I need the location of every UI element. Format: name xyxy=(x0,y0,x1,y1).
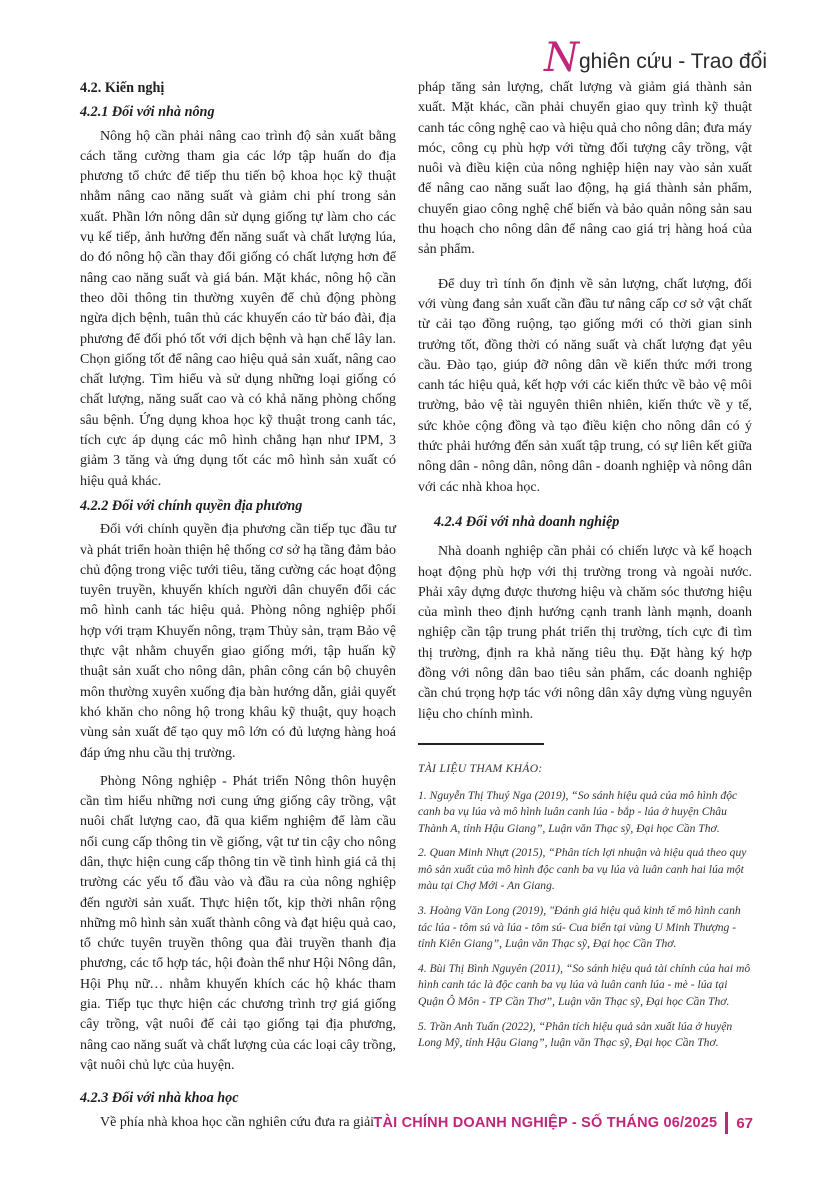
subheading-farmers: 4.2.1 Đối với nhà nông xyxy=(80,104,215,121)
left-column xyxy=(80,78,396,1133)
references xyxy=(418,761,752,1052)
reference-item: 5. Trần Anh Tuấn (2022), “Phân tích hiệu quả sản xuất lúa ở huyện Long Mỹ, tỉnh Hậu Giang”, luận văn Thạc sỹ, Đại học Cần Thơ. xyxy=(418,1019,733,1050)
paragraph-scientists-cont: pháp tăng sản lượng, chất lượng và giảm giá thành sản xuất. Mặt khác, cần phải chuyển giao quy trình kỹ thuật canh tác công nghệ cao và hiệu quả cho nông dân; đưa máy móc, công cụ phù hợp với từng đối tượng cây trồng, vật nuôi và điều kiện của nông nghiệp hiện nay vào sản xuất để nâng cao năng suất lao động, hạ giá thành sản phẩm, chuyển giao công nghệ chế biến và bảo quản nông sản sau thu hoạch cho nông dân để nâng cao giá trị hàng hoá của sản phẩm. xyxy=(418,80,752,258)
paragraph-scientists-2: Để duy trì tính ổn định về sản lượng, chất lượng, đối với vùng đang sản xuất cần đầu tư nâng cấp cơ sở vật chất từ cải tạo đồng ruộng, tạo giống mới có thời gian sinh trưởng tốt, đồng thời có năng suất và chất lượng đạt yêu cầu. Đào tạo, giúp đỡ nông dân về kiến thức mới trong canh tác hiệu quả, kết hợp với các kiến thức về bảo vệ môi trường, bảo vệ tài nguyên thiên nhiên, kiến thức về y tế, sức khỏe cộng đồng và tạo điều kiện cho nông dân có ý thức phải hướng đến sản xuất tập trung, có sự liên kết giữa nông dân - nông dân, nông dân - doanh nghiệp và nông dân với các nhà khoa học. xyxy=(418,276,752,495)
section-initial: N xyxy=(544,35,579,81)
subheading-local-government: 4.2.2 Đối với chính quyền địa phương xyxy=(80,497,303,514)
heading-recommendations: 4.2. Kiến nghị xyxy=(80,80,165,96)
right-column xyxy=(418,78,752,1060)
subheading-enterprises: 4.2.4 Đối với nhà doanh nghiệp xyxy=(434,513,620,530)
section-title: ghiên cứu - Trao đổi xyxy=(579,50,767,73)
reference-item: 1. Nguyễn Thị Thuý Nga (2019), “So sánh hiệu quả của mô hình độc canh ba vụ lúa và mô hình luân canh lúa - bắp - lúa ở huyện Châu Thành A, tỉnh Hậu Giang”, Luận văn Thạc sỹ, Đại học Cần Thơ. xyxy=(418,788,738,835)
reference-item: 3. Hoàng Văn Long (2019), "Đánh giá hiệu quả kinh tế mô hình canh tác lúa - tôm sú và lúa - tôm sú- Cua biển tại vùng U Minh Thượng - tỉnh Kiên Giang”, Luận văn Thạc sỹ, Đại học Cần Thơ. xyxy=(418,904,741,951)
subheading-scientists: 4.2.3 Đối với nhà khoa học xyxy=(80,1090,239,1107)
references-divider xyxy=(418,743,544,745)
footer-divider xyxy=(725,1112,728,1134)
references-title: TÀI LIỆU THAM KHẢO: xyxy=(418,761,543,775)
reference-item: 4. Bùi Thị Bình Nguyên (2011), “So sánh hiệu quả tài chính của hai mô hình canh tác là độc canh ba vụ lúa và luân canh lúa - mè - lúa tại Quận Ô Môn - TP Cần Thơ”, Luận văn Thạc sỹ, Đại học Cần Thơ. xyxy=(418,961,751,1009)
page-number: 67 xyxy=(736,1114,753,1132)
paragraph-farmers: Nông hộ cần phải nâng cao trình độ sản xuất bằng cách tăng cường tham gia các lớp tập huấn do địa phương tổ chức để tiếp thu tiến bộ khoa học kỹ thuật nhằm nâng cao năng suất và giảm chi phí trong sản xuất. Phần lớn nông dân sử dụng giống tự làm cho các vụ kế tiếp, ảnh hưởng đến năng suất và chất lượng lúa, do đó nông hộ cần thay đổi giống có chất lượng hơn để nâng cao năng suất và giá bán. Mặt khác, nông hộ cần theo dõi thông tin thường xuyên để chủ động phòng ngừa dịch bệnh, tuân thủ các khuyến cáo từ báo đài, địa phương để đối phó tốt với dịch bệnh và hạn chế lây lan. Chọn giống tốt để nâng cao hiệu quả sản xuất, nâng cao chất lượng. Tìm hiểu và sử dụng những loại giống có chất lượng, năng suất cao và có khả năng phòng chống sâu bệnh. Ứng dụng khoa học kỹ thuật trong canh tác, tích cực áp dụng các mô hình chẳng hạn như IPM, 3 giảm 3 tăng và ứng dụng tốt các mô hình sản xuất có hiệu quả khác. xyxy=(80,128,396,489)
paragraph-scientists-start: Về phía nhà khoa học cần nghiên cứu đưa ra giải xyxy=(100,1114,375,1130)
reference-item: 2. Quan Minh Nhựt (2015), “Phân tích lợi nhuận và hiệu quả theo quy mô sản xuất của mô hình độc canh ba vụ lúa và luân canh hai lúa một màu tại Chợ Mới - An Giang. xyxy=(418,846,747,893)
paragraph-local-government-2: Phòng Nông nghiệp - Phát triển Nông thôn huyện cần tìm hiểu những nơi cung ứng giống cây trồng, vật nuôi chất lượng cao, đã qua kiểm nghiệm để làm cầu nối cung cấp thông tin về giống, vật tư tin cậy cho nông dân, thực hiện cung cấp thông tin về tình hình giá cả thị trường các yếu tố đầu vào và đầu ra của nông nghiệp đến người sản xuất. Thực hiện tốt, kịp thời nhân rộng những mô hình sản xuất thành công và đạt hiệu quả cao, tổ chức tuyên truyền thông qua đài truyền thanh địa phương, các tổ hợp tác, hội đoàn thể như Hội Nông dân, Hội Phụ nữ… nhằm khuyến khích các hộ khác tham gia. Tiếp tục thực hiện các chương trình trợ giá giống cây trồng, vật nuôi để cải tạo giống tại địa phương, nâng cao năng suất và chất lượng của các loại cây trồng, vật nuôi chủ lực của huyện. xyxy=(80,773,396,1073)
magazine-issue: TÀI CHÍNH DOANH NGHIỆP - SỐ THÁNG 06/2025 xyxy=(373,1115,718,1131)
paragraph-enterprises: Nhà doanh nghiệp cần phải có chiến lược và kế hoạch hoạt động phù hợp với thị trường trong và ngoài nước. Phải xây dựng được thương hiệu và chăm sóc thương hiệu của mình theo định hướng cạnh tranh lành mạnh, doanh nghiệp cần tập trung phát triển thị trường, tích cực đi tìm thị trường, định ra khả năng tiêu thụ. Đặt hàng ký hợp đồng với nông dân bao tiêu sản phẩm, các doanh nghiệp cần chú trọng hợp tác với nông dân xây dựng vùng nguyên liệu cho chính mình. xyxy=(418,544,752,722)
page-footer xyxy=(373,1112,753,1134)
paragraph-local-government-1: Đối với chính quyền địa phương cần tiếp tục đầu tư và phát triển hoàn thiện hệ thống cơ sở hạ tầng đảm bảo chủ động trong việc tưới tiêu, tăng cường các hoạt động tuyên truyền, khuyến khích người dân chuyển đổi các mô hình canh tác hiệu quả. Phòng nông nghiệp phối hợp với trạm Khuyến nông, trạm Thủy sản, trạm Bảo vệ thực vật nhằm chuyển giao giống mới, tập huấn kỹ thuật sản xuất cho nông dân, phân công cán bộ chuyên môn thường xuyên xuống địa bàn hướng dẫn, giải quyết khó khăn cho nông hộ trong khâu kỹ thuật, quy hoạch vùng sản xuất để tạo quy mô lớn có đủ lượng hàng hoá đáp ứng nhu cầu thị trường. xyxy=(80,522,396,761)
section-header xyxy=(544,28,767,81)
